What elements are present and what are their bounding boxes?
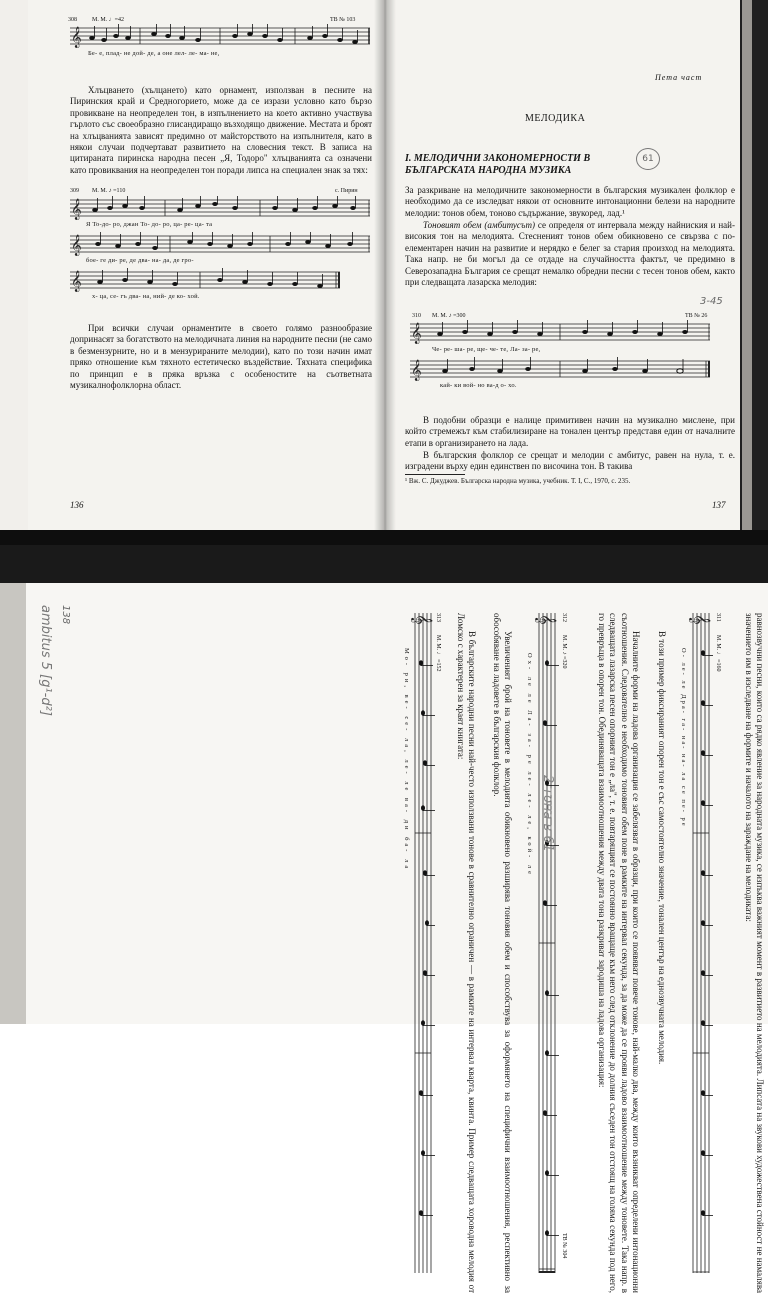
lower-paragraph-2: В този пример фиксираният опорен тон е със самостоятелно значение, тонален център на еднозвучната мелодия. — [657, 631, 667, 1065]
rotated-page-content — [395, 593, 765, 1293]
page-number-right: 137 — [712, 500, 726, 510]
svg-text:𝄞: 𝄞 — [71, 271, 82, 291]
music-staff-310a — [410, 320, 710, 345]
svg-text:𝄞: 𝄞 — [411, 360, 422, 380]
svg-text:𝄞: 𝄞 — [71, 235, 82, 255]
music-staff-309a — [70, 196, 370, 221]
music-staff-313 — [411, 613, 435, 1273]
right-paragraph-4: В българския фолклор се срещат и мелодии с амбитус, равен на нула, т. е. изградени върху един единствен по височина тон. В такива — [405, 450, 735, 472]
example-312-label: 312 — [561, 613, 567, 622]
example-310-label: 310 — [412, 313, 421, 319]
page-number-left: 136 — [70, 500, 84, 510]
rotated-page-number: 138 — [60, 605, 71, 625]
running-head: Пета част — [655, 73, 703, 82]
example-312-lyrics: Ох- ле ле Ла- за- ре ле- ле- ле, кой- ле — [526, 653, 533, 878]
lower-paragraph-5: В българските народни песни най-често използвани тонове в сравнително ограничен — в рамките на интервал кварта, квинта. Пример следващата хороводна мелодия от Ломско с характерен за краят книгата: — [455, 613, 477, 1293]
example-309-lyrics-1: Я То-до- ро, джан То- до- ро, ца- ре- ца- та — [86, 221, 213, 228]
example-313-label: 313 — [435, 613, 441, 622]
example-308-tempo: М. М. ♩=42 — [92, 17, 125, 23]
svg-text:𝄞: 𝄞 — [690, 614, 710, 625]
svg-text:𝄞: 𝄞 — [71, 27, 82, 47]
pencil-handwritten-note: ambitus 5 [g¹-d²] — [38, 605, 53, 716]
example-309-ref: с. Пирин — [335, 188, 358, 194]
example-309-tempo: М. М. ♪ =110 — [92, 188, 126, 194]
music-staff-309c — [70, 268, 340, 293]
music-staff-311 — [689, 613, 713, 1273]
example-313-lyrics: Мо- ри, ве- се- ла, ле- ле ва- ди ба- ла — [403, 648, 410, 872]
example-308-label: 308 — [68, 17, 77, 23]
scan-dark-band — [0, 545, 768, 583]
example-311-lyrics: О- ле- ле Дра- га- на- на- ла се пе- ре — [680, 648, 687, 828]
book-edge — [740, 0, 768, 545]
footnote: ¹ Вж. С. Джуджев. Българска народна музика, учебник. Т. I, С., 1970, с. 235. — [405, 477, 631, 485]
right-paragraph-2 — [405, 220, 735, 288]
scan-shadow — [0, 530, 768, 545]
example-313-tempo: М. М. ♩ =152 — [435, 635, 441, 672]
music-staff-308 — [70, 24, 370, 52]
example-310-tempo: М. М. ♪ =300 — [432, 313, 466, 319]
scan-left-margin — [0, 583, 26, 1024]
music-staff-310b — [410, 357, 710, 382]
footnote-rule — [405, 474, 465, 475]
right-paragraph-1: За разкриване на мелодичните закономерности в българския музикален фолклор е необходимо да се изследват някои от основните интонационни белези на народните мелодии: тонов обем, тоново съдържание, звукоред, лад.¹ — [405, 185, 735, 218]
left-page — [28, 0, 384, 530]
right-paragraph-2-body: се определя от интервала между найниския и най-високия тон на мелодията. Стесненият тонов обем обикновено се свързва с по-елементарен начин на развитие и нерядко е белег за стария произход на мелодията. Така напр. не би могъл да се отдаде на случайността фактът, че предимно в Северозападна България се срещат немалко обредни песни с тесен тонов обем, както при следващата лазарска мелодия: — [405, 220, 735, 288]
book-spread — [0, 0, 768, 545]
example-310-lyrics-2: кай- ки вой- но ва-д о- хо. — [440, 382, 517, 389]
example-309-lyrics-3: х- ца, се- гъ два- на, ний- де ко- хой. — [92, 293, 200, 300]
left-paragraph-1: Хлъцването (хълцането) като орнамент, използван в песните на Пиринския край и Средногорието, може да се изрази условно като бързо провикване на неопределен тон, в изпълнението на което активно участвува гърлото със своеобразно глисандиращо възходящо движение. Местата и броят на хлъцванията зависят предимно от майсторството на изпълнителя, като в някои случаи подчертават развитието на словесния текст. В записа на цитираната пиринска народна песен „Я, Тодоро" хлъцванията са означени като провиквания на неопределен тон поради липса на специален знак за тях: — [70, 85, 372, 175]
book-gutter — [374, 0, 396, 545]
music-staff-312 — [535, 613, 559, 1273]
lower-paragraph-1: равнозвучни песни, които са рядко явление за народната музика, се изпъква важният момент в развитието на мелодията. Липсата на звукови художествена стойност не намалява значението им в изследване на формите и началото на зараждане на мелодиката: — [743, 613, 765, 1293]
svg-text:𝄞: 𝄞 — [71, 199, 82, 219]
example-308-ref: ТВ № 103 — [330, 17, 356, 23]
chapter-title: МЕЛОДИКА — [525, 113, 586, 124]
pencil-margin-note-lower: 2 тона в 61 — [540, 775, 555, 852]
section-heading: I. МЕЛОДИЧНИ ЗАКОНОМЕРНОСТИ В БЪЛГАРСКАТА НАРОДНА МУЗИКА — [405, 153, 591, 176]
lower-paragraph-4: Увеличеният брой на тоновете в мелодията обикновено разширява тоновия обем и способствува за оформянето на специфични взаимоотношения, респективно за обособяване на ладовете в българския фолклор. — [491, 613, 513, 1293]
music-staff-309b — [70, 232, 370, 257]
svg-text:𝄞: 𝄞 — [411, 323, 422, 343]
example-311-tempo: М. М. ♩ =160 — [715, 635, 721, 672]
example-310-lyrics-1: Че- ре- ша- ре, ще- че- те, Ла- за- ре, — [432, 346, 541, 353]
example-309-label: 309 — [70, 188, 79, 194]
right-paragraph-3: В подобни образци е налице примитивен начин на музикално мислене, при който стремежът към стабилизиране на тонален център представя един от началните етапи в организирането на лада. — [405, 415, 735, 448]
example-310-ref: ТВ № 26 — [685, 313, 708, 319]
example-311-label: 311 — [715, 613, 721, 622]
svg-text:𝄞: 𝄞 — [536, 614, 556, 625]
svg-text:𝄞: 𝄞 — [412, 614, 432, 625]
left-paragraph-2: При всички случаи орнаментите в своето голямо разнообразие допринасят за богатството на мелодичната линия на народните песни (не само в безмензурните, но и в мензурираните мелодии), като по този начин имат пряко отношение към тяхното естетическо въздействие. Тяхната специфика по принцип е в пряка връзка с особеностите на съответната музикалнофолклорна област. — [70, 323, 372, 391]
circled-annotation: 61 — [636, 148, 660, 170]
pencil-margin-note: 3-45 — [700, 296, 723, 307]
example-309-lyrics-2: бое- ге ди- ре, де два- на- да, де гро- — [86, 257, 194, 264]
example-312-tempo: М. М. ♪ =320 — [561, 635, 567, 669]
example-312-ref: ТВ № 304 — [561, 1233, 567, 1259]
term-tonov-obem: Тоновият обем (амбитусът) — [423, 220, 535, 230]
rotated-page-scan — [0, 545, 768, 1293]
example-308-lyrics: Бе- е, плад- не дой- де, а оне лел- ле- ма- не, — [88, 50, 220, 57]
lower-paragraph-3: Началните форми на ладова организация се забелязват в образци, при които се появяват повече тонове, най-малко два, между които възникват определени интонационни съотношения. Следователно е необходимо тоновият обем поне в рамките на интервал секунда, за да може да се прояви ладово взаимоотношение между тоновете. Така напр. в следващата лазарска песен опорният тон е „ла", т. е. повтарящият се постоянно вращаще към него след отклонение до долния съседен тон отстоящ на голяма секунда под него, го превръща в опорен тон. Обединяващата взаимоотношения между двата тона разкриват зародиша на ладова организация: — [596, 613, 641, 1293]
